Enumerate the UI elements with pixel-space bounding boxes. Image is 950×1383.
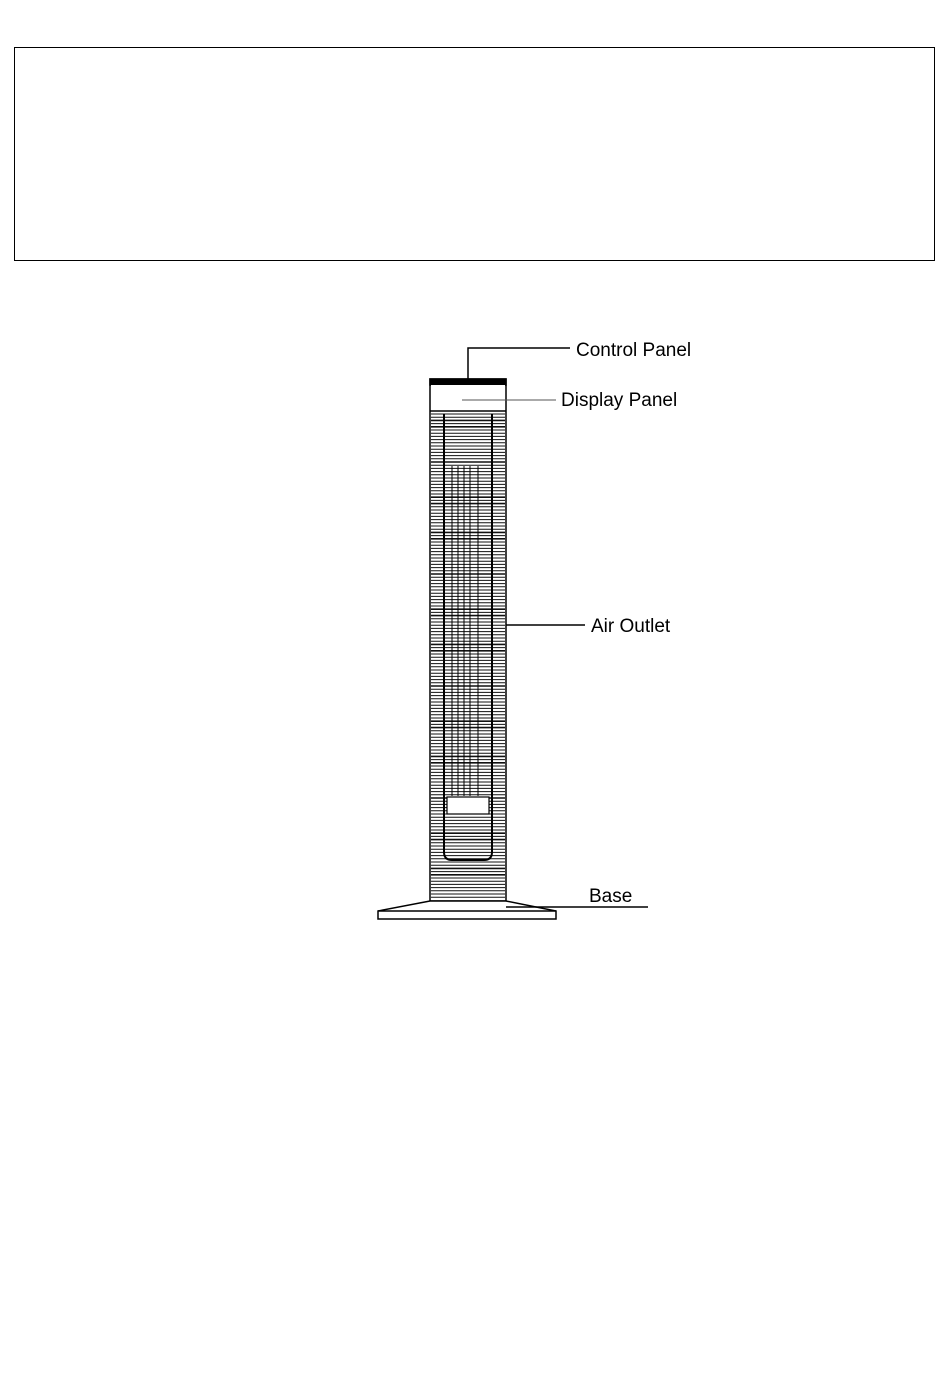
base-label: Base (589, 886, 633, 907)
control-panel-top (430, 379, 506, 385)
base-plate (378, 901, 556, 919)
control-panel-label: Control Panel (576, 340, 692, 361)
air-outlet-grille (431, 414, 505, 897)
air-outlet-label: Air Outlet (591, 616, 671, 637)
control-panel-leader (468, 348, 570, 379)
inner-window (447, 797, 489, 814)
fan-base (378, 901, 556, 919)
display-panel-area (431, 385, 505, 411)
display-panel-label: Display Panel (561, 390, 678, 411)
tower-body (430, 379, 506, 901)
tower-outline (430, 379, 506, 901)
